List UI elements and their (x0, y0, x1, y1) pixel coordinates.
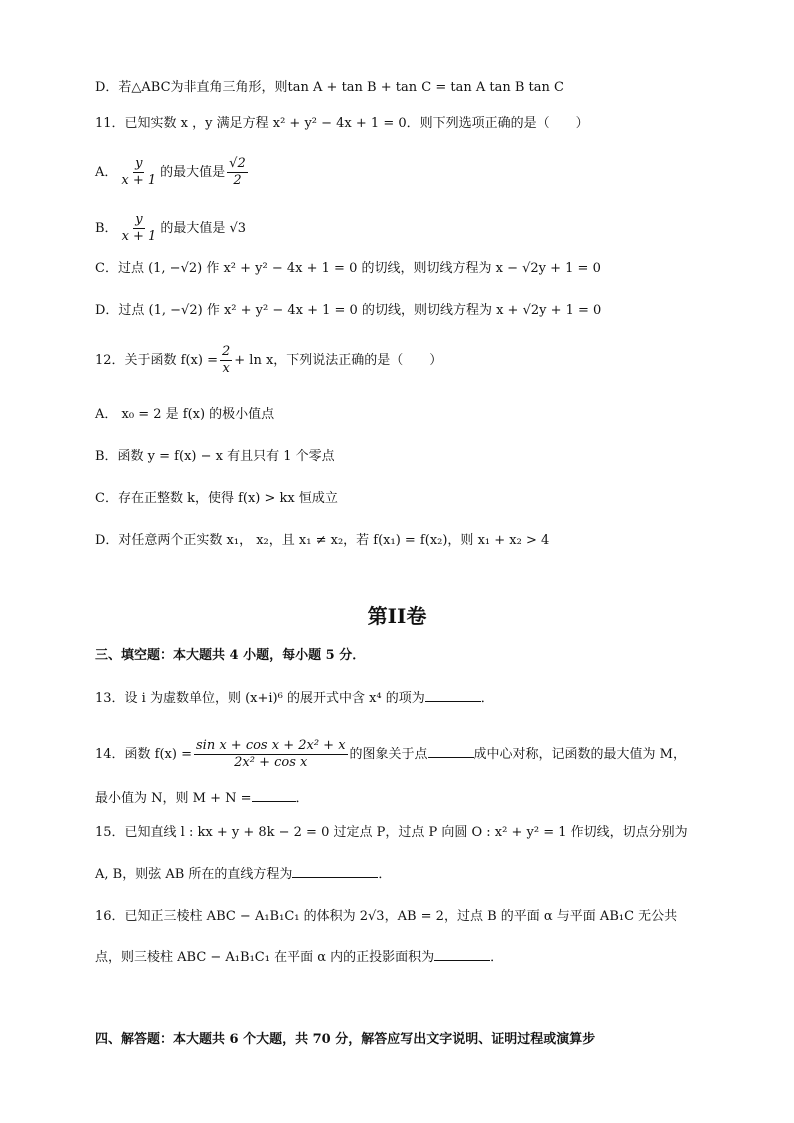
section-4-heading: 四、解答题：本大题共 6 个大题，共 70 分，解答应写出文字说明、证明过程或演算步 (95, 1032, 596, 1047)
fraction-numerator: y (135, 212, 143, 227)
question-15-line2-text: A, B，则弦 AB 所在的直线方程为 (95, 867, 293, 882)
fraction-sqrt2-over-2 (227, 156, 248, 189)
period: ． (490, 950, 504, 965)
fraction-q14 (194, 738, 348, 771)
question-16-line2 (95, 948, 503, 968)
answer-blank[interactable] (428, 745, 474, 758)
question-12-suffix: + ln x，下列说法正确的是（ ） (234, 353, 443, 368)
period: ． (480, 691, 494, 706)
question-13-text: 13．设 i 为虚数单位，则 (x+i)⁶ 的展开式中含 x⁴ 的项为 (95, 691, 425, 706)
fraction-numerator: sin x + cos x + 2x² + x (196, 738, 346, 753)
answer-blank[interactable] (425, 689, 481, 702)
period: ． (295, 791, 309, 806)
question-16-line2-text: 点，则三棱柱 ABC − A₁B₁C₁ 在平面 α 内的正投影面积为 (95, 950, 435, 965)
fraction-denominator: x + 1 (121, 229, 157, 244)
fraction-denominator: x (222, 361, 230, 376)
fraction-denominator: x + 1 (121, 173, 157, 188)
period: ． (378, 867, 392, 882)
answer-blank[interactable] (252, 789, 296, 802)
fraction-denominator: 2 (233, 173, 242, 188)
question-15: 15．已知直线 l : kx + y + 8k − 2 = 0 过定点 P，过点 P 向圆 O : x² + y² = 1 作切线，切点分别为 (95, 825, 688, 840)
option-d-q12: D．对任意两个正实数 x₁， x₂，且 x₁ ≠ x₂，若 f(x₁) = f(x₂)，则 x₁ + x₂ > 4 (95, 533, 550, 548)
question-13 (95, 689, 494, 709)
option-c-q11: C．过点 (1, −√2) 作 x² + y² − 4x + 1 = 0 的切线，则切线方程为 x − √2y + 1 = 0 (95, 261, 601, 276)
option-a-q12: A． x₀ = 2 是 f(x) 的极小值点 (95, 407, 275, 422)
option-b-q11 (95, 212, 246, 245)
option-d-q10: D．若△ABC为非直角三角形，则tan A + tan B + tan C = tan A tan B tan C (95, 80, 564, 95)
section-3-heading: 三、填空题：本大题共 4 小题，每小题 5 分． (95, 648, 366, 663)
option-b-q11-suffix: 的最大值是 √3 (160, 221, 247, 236)
question-14-suffix: 成中心对称，记函数的最大值为 M， (473, 747, 686, 762)
question-12-prefix: 12．关于函数 f(x) = (95, 353, 218, 368)
option-d-q11: D．过点 (1, −√2) 作 x² + y² − 4x + 1 = 0 的切线，则切线方程为 x + √2y + 1 = 0 (95, 303, 602, 318)
question-12 (95, 344, 442, 377)
question-11: 11．已知实数 x ，y 满足方程 x² + y² − 4x + 1 = 0．则下列选项正确的是（ ） (95, 116, 589, 131)
fraction-numerator: √2 (229, 156, 246, 171)
fraction-y-over-x1 (119, 156, 158, 189)
option-b-q11-prefix: B． (95, 221, 118, 236)
option-a-q11 (95, 156, 250, 189)
question-14-line2-text: 最小值为 N，则 M + N = (95, 791, 252, 806)
fraction-2-over-x (220, 344, 232, 377)
option-c-q12: C．存在正整数 k，使得 f(x) > kx 恒成立 (95, 491, 338, 506)
fraction-numerator: 2 (222, 344, 231, 359)
fraction-y-over-x1 (120, 212, 159, 245)
answer-blank[interactable] (292, 865, 378, 878)
question-14-prefix: 14．函数 f(x) = (95, 747, 192, 762)
answer-blank[interactable] (434, 948, 490, 961)
option-a-q11-suffix: 的最大值是 (160, 165, 226, 180)
option-b-q12: B．函数 y = f(x) − x 有且只有 1 个零点 (95, 449, 335, 464)
question-14-mid: 的图象关于点 (349, 747, 428, 762)
question-14 (95, 738, 686, 771)
question-15-line2 (95, 865, 391, 885)
part-title: 第II卷 (367, 604, 427, 628)
option-a-q11-prefix: A． (95, 165, 118, 180)
fraction-numerator: y (135, 156, 143, 171)
question-16: 16．已知正三棱柱 ABC − A₁B₁C₁ 的体积为 2√3，AB = 2，过点 B 的平面 α 与平面 AB₁C 无公共 (95, 909, 678, 924)
question-14-line2 (95, 789, 309, 809)
fraction-denominator: 2x² + cos x (234, 755, 308, 770)
